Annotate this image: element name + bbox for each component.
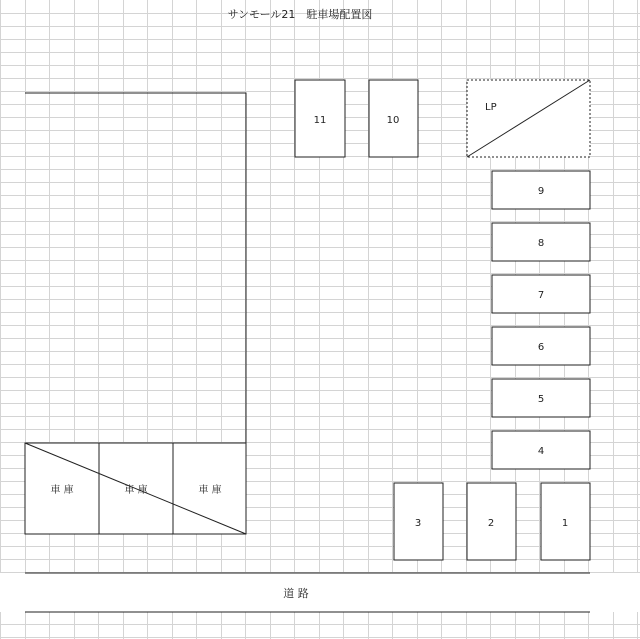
parking-space	[541, 483, 590, 560]
parking-space	[467, 483, 516, 560]
parking-space-number: 7	[537, 290, 545, 301]
parking-space	[492, 223, 590, 261]
parking-space-number: 6	[537, 342, 545, 353]
parking-space-number: 2	[487, 518, 495, 529]
garage-label: 車 庫	[124, 485, 148, 496]
parking-space-number: 3	[414, 518, 422, 529]
parking-space-number: 5	[537, 394, 545, 405]
parking-space-number: 8	[537, 238, 545, 249]
parking-space	[492, 275, 590, 313]
parking-space-number: 4	[537, 446, 545, 457]
parking-space-number: 9	[537, 186, 545, 197]
lp-area	[467, 80, 590, 157]
parking-space	[295, 80, 345, 157]
parking-space	[492, 171, 590, 209]
parking-space	[492, 379, 590, 417]
parking-space-number: 11	[313, 115, 327, 126]
road	[0, 573, 640, 612]
parking-space	[492, 431, 590, 469]
garage-block	[25, 443, 246, 534]
parking-space	[369, 80, 418, 157]
road-label: 道 路	[283, 587, 309, 600]
parking-space	[492, 327, 590, 365]
diagram-title: サンモール21 駐車場配置図	[227, 8, 373, 21]
parking-space-number: 10	[386, 115, 400, 126]
garage-label: 車 庫	[50, 485, 74, 496]
garage-label: 車 庫	[198, 485, 222, 496]
lp-label: LP	[485, 102, 497, 113]
parking-space-number: 1	[561, 518, 569, 529]
parking-space	[394, 483, 443, 560]
